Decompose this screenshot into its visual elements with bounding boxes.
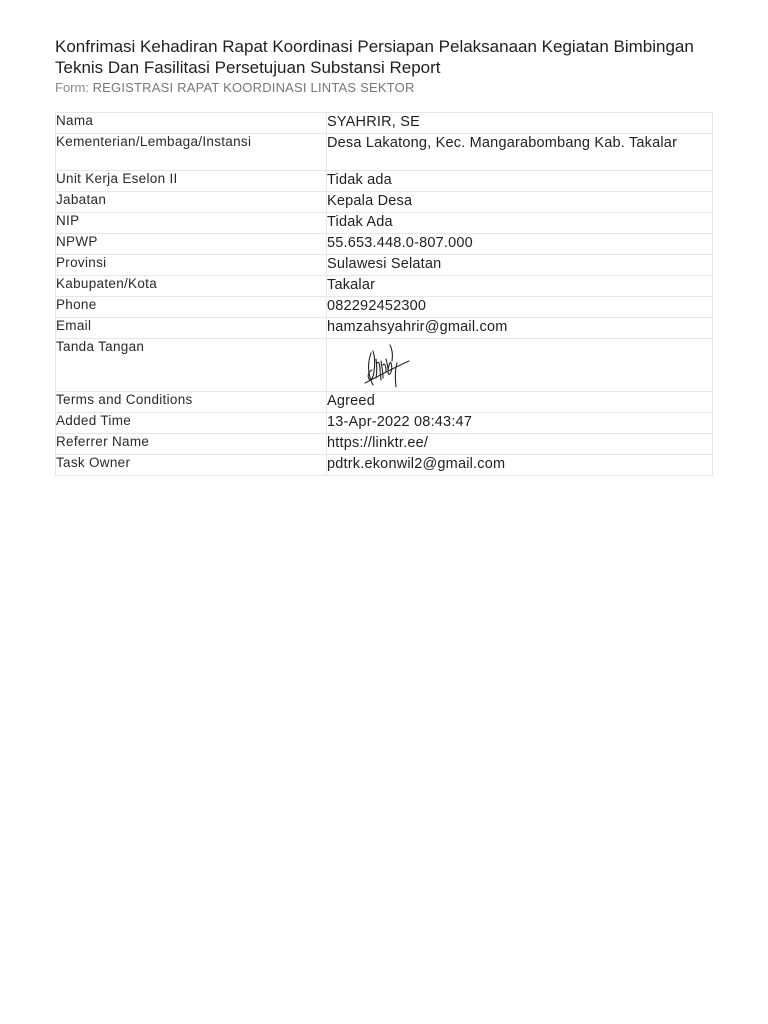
- table-row: [56, 318, 713, 339]
- field-label-phone: Phone: [56, 297, 327, 318]
- table-row: [56, 297, 713, 318]
- form-label: Form:: [55, 80, 89, 95]
- field-label-unit-kerja: Unit Kerja Eselon II: [56, 171, 327, 192]
- field-value-referrer: https://linktr.ee/: [327, 434, 713, 455]
- field-value-instansi: Desa Lakatong, Kec. Mangarabombang Kab. Takalar: [327, 134, 713, 171]
- field-label-nama: Nama: [56, 113, 327, 134]
- table-row: [56, 392, 713, 413]
- field-value-terms: Agreed: [327, 392, 713, 413]
- field-label-referrer: Referrer Name: [56, 434, 327, 455]
- field-value-unit-kerja: Tidak ada: [327, 171, 713, 192]
- field-value-nama: SYAHRIR, SE: [327, 113, 713, 134]
- field-label-provinsi: Provinsi: [56, 255, 327, 276]
- handwritten-signature-icon: [359, 339, 421, 391]
- report-title: Konfrimasi Kehadiran Rapat Koordinasi Persiapan Pelaksanaan Kegiatan Bimbingan Teknis Dan Fasilitasi Persetujuan Substansi Report: [55, 37, 694, 77]
- field-value-npwp: 55.653.448.0-807.000: [327, 234, 713, 255]
- field-label-kabupaten: Kabupaten/Kota: [56, 276, 327, 297]
- table-row: [56, 339, 713, 392]
- field-value-phone: 082292452300: [327, 297, 713, 318]
- table-row: [56, 234, 713, 255]
- form-subtitle: [55, 80, 415, 95]
- field-label-nip: NIP: [56, 213, 327, 234]
- table-row: [56, 134, 713, 171]
- field-label-added-time: Added Time: [56, 413, 327, 434]
- fields-table: [55, 112, 713, 476]
- field-label-jabatan: Jabatan: [56, 192, 327, 213]
- table-row: [56, 255, 713, 276]
- field-value-task-owner: pdtrk.ekonwil2@gmail.com: [327, 455, 713, 476]
- field-value-tanda-tangan: [327, 339, 713, 392]
- field-label-terms: Terms and Conditions: [56, 392, 327, 413]
- table-row: [56, 192, 713, 213]
- field-label-email: Email: [56, 318, 327, 339]
- table-row: [56, 113, 713, 134]
- table-row: [56, 171, 713, 192]
- field-value-email: hamzahsyahrir@gmail.com: [327, 318, 713, 339]
- table-row: [56, 276, 713, 297]
- table-row: [56, 413, 713, 434]
- field-value-added-time: 13-Apr-2022 08:43:47: [327, 413, 713, 434]
- table-row: [56, 213, 713, 234]
- field-label-npwp: NPWP: [56, 234, 327, 255]
- field-value-nip: Tidak Ada: [327, 213, 713, 234]
- field-value-jabatan: Kepala Desa: [327, 192, 713, 213]
- field-label-task-owner: Task Owner: [56, 455, 327, 476]
- form-name: REGISTRASI RAPAT KOORDINASI LINTAS SEKTOR: [92, 80, 415, 95]
- field-value-provinsi: Sulawesi Selatan: [327, 255, 713, 276]
- field-label-instansi: Kementerian/Lembaga/Instansi: [56, 134, 327, 171]
- table-row: [56, 434, 713, 455]
- table-row: [56, 455, 713, 476]
- field-value-kabupaten: Takalar: [327, 276, 713, 297]
- field-label-tanda-tangan: Tanda Tangan: [56, 339, 327, 392]
